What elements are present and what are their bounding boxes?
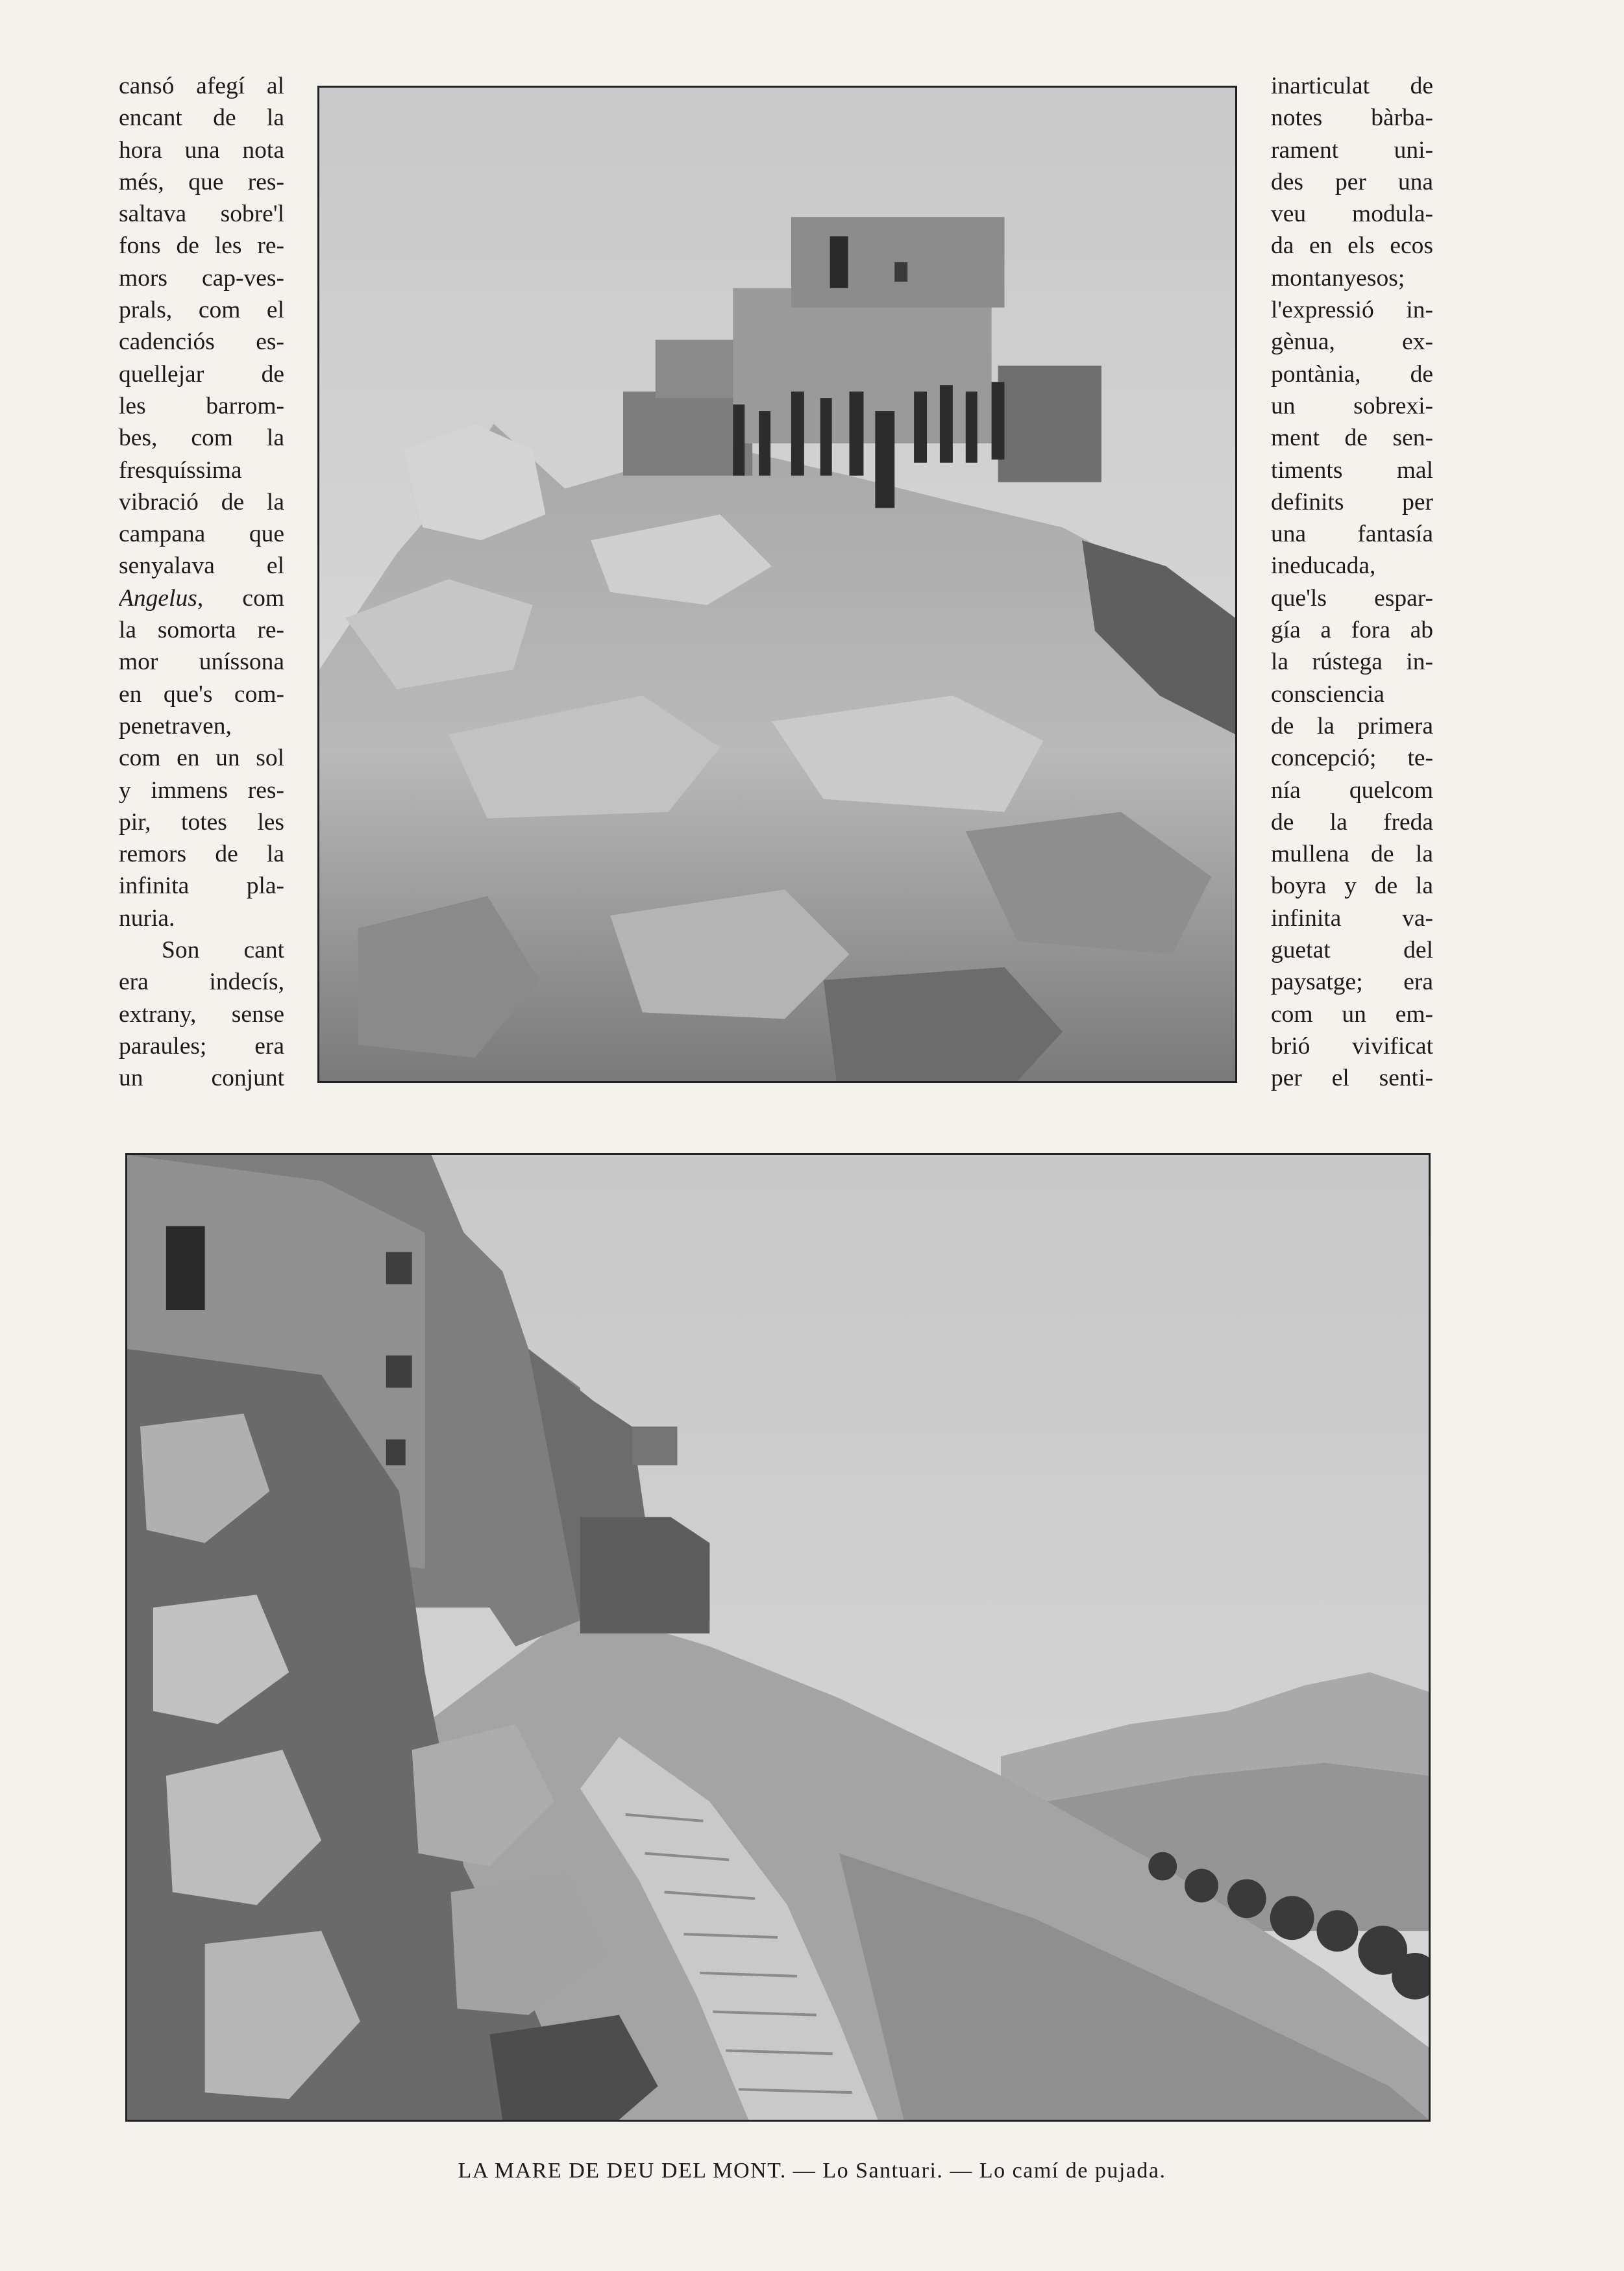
text-line: inarticulat de	[1271, 73, 1433, 99]
text-line: guetat del	[1271, 937, 1433, 964]
text-line: campana que	[119, 521, 284, 548]
text-line: Son cant	[162, 937, 284, 964]
text-line: de la primera	[1271, 712, 1433, 739]
text-line: pontània, de	[1271, 360, 1433, 388]
text-line: bes, com la	[119, 425, 284, 452]
text-line: remors de la	[119, 841, 284, 868]
right-text-column	[1271, 70, 1433, 1095]
text-line: un conjunt	[119, 1065, 284, 1092]
photo-caption	[0, 2159, 1624, 2183]
text-line: cansó afegí al	[119, 73, 284, 99]
text-line: penetraven,	[119, 712, 232, 739]
text-line: paraules; era	[119, 1032, 284, 1060]
text-line: nuria.	[119, 904, 175, 932]
photo-path	[125, 1153, 1431, 2122]
text-line: Angelus, com	[119, 584, 284, 612]
text-line: com un em-	[1271, 1000, 1433, 1028]
text-line: senyalava el	[119, 552, 284, 580]
caption-title: LA MARE DE DEU DEL MONT.	[458, 2159, 787, 2183]
text-line: que'ls espar-	[1271, 584, 1433, 612]
text-line: gènua, ex-	[1271, 329, 1433, 356]
text-line: mors cap-ves-	[119, 264, 284, 292]
text-line: la rústega in-	[1271, 649, 1433, 676]
text-line: boyra y de la	[1271, 873, 1433, 900]
text-line: paysatge; era	[1271, 969, 1433, 996]
text-line: mullena de la	[1271, 841, 1433, 868]
text-line: timents mal	[1271, 456, 1433, 484]
text-line: cadenciós es-	[119, 329, 284, 356]
caption-dash-1: —	[793, 2159, 817, 2183]
text-line: era indecís,	[119, 969, 284, 996]
text-line: pir, totes les	[119, 808, 284, 836]
text-line: notes bàrba-	[1271, 105, 1433, 132]
text-line: prals, com el	[119, 297, 284, 324]
text-line: encant de la	[119, 105, 284, 132]
text-line: des per una	[1271, 168, 1433, 195]
text-line: montanyesos;	[1271, 264, 1405, 292]
text-line: la somorta re-	[119, 617, 284, 644]
text-line: saltava sobre'l	[119, 201, 284, 228]
text-line: gía a fora ab	[1271, 617, 1433, 644]
text-line: quellejar de	[119, 360, 284, 388]
text-line: definits per	[1271, 488, 1433, 515]
text-line: vibració de la	[119, 488, 284, 515]
text-line: brió vivificat	[1271, 1032, 1433, 1060]
caption-part-1: Lo Santuari.	[822, 2159, 944, 2183]
text-line: consciencia	[1271, 680, 1384, 708]
text-line: extrany, sense	[119, 1000, 284, 1028]
text-line: rament uni-	[1271, 136, 1433, 164]
text-line: hora una nota	[119, 136, 284, 164]
text-line: les barrom-	[119, 392, 284, 419]
text-line: fons de les re-	[119, 232, 284, 260]
text-line: ineducada,	[1271, 552, 1376, 580]
text-line: l'expressió in-	[1271, 297, 1433, 324]
photo-sanctuary	[317, 86, 1237, 1083]
text-line: un sobrexi-	[1271, 392, 1433, 419]
text-line: més, que res-	[119, 168, 284, 195]
text-line: una fantasía	[1271, 521, 1433, 548]
text-line: fresquíssima	[119, 456, 242, 484]
caption-part-2: Lo camí de pujada.	[979, 2159, 1166, 2183]
text-line: de la freda	[1271, 808, 1433, 836]
text-line: da en els ecos	[1271, 232, 1433, 260]
text-line: concepció; te-	[1271, 745, 1433, 772]
text-line: nía quelcom	[1271, 776, 1433, 804]
text-line: y immens res-	[119, 776, 284, 804]
text-line: com en un sol	[119, 745, 284, 772]
left-text-column	[119, 70, 284, 1095]
text-line: infinita pla-	[119, 873, 284, 900]
text-line: veu modula-	[1271, 201, 1433, 228]
caption-dash-2: —	[950, 2159, 973, 2183]
text-line: en que's com-	[119, 680, 284, 708]
text-line: per el senti-	[1271, 1065, 1433, 1092]
text-line: ment de sen-	[1271, 425, 1433, 452]
text-line: mor uníssona	[119, 649, 284, 676]
text-line: infinita va-	[1271, 904, 1433, 932]
